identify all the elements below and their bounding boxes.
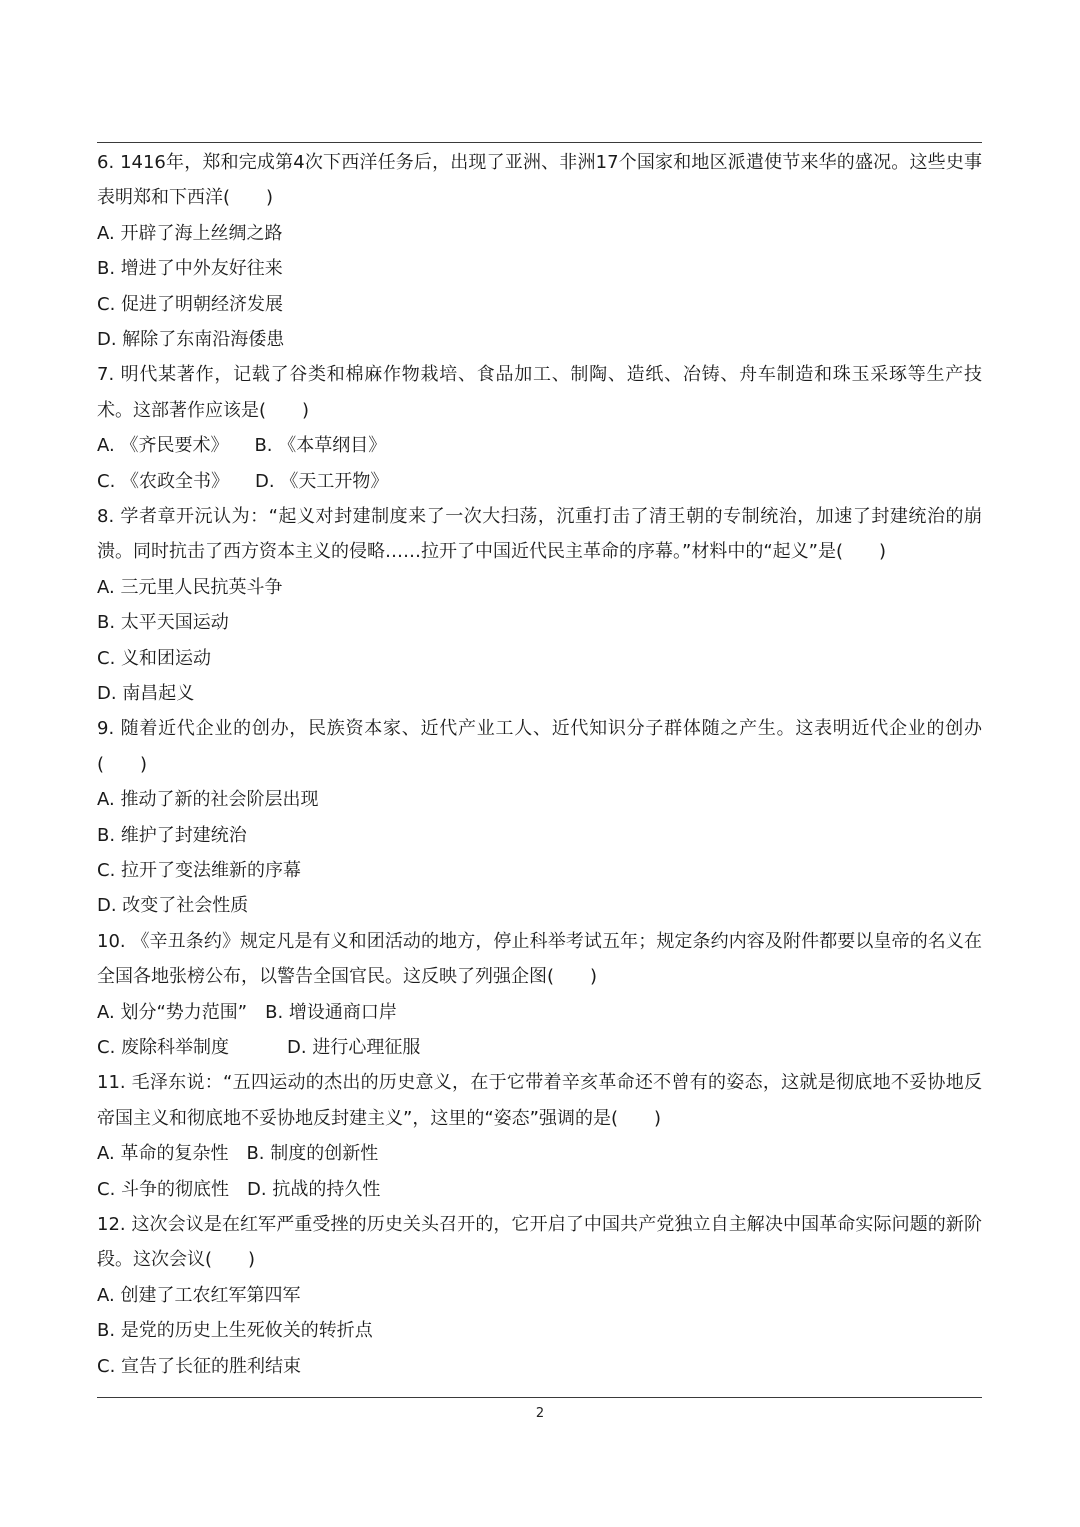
option-d: D. 南昌起义 <box>97 682 195 704</box>
question-stem: 8. 学者章开沅认为：“起义对封建制度来了一次大扫荡，沉重打击了清王朝的专制统治，加速了封建统治的崩溃。同时抗击了西方资本主义的侵略……拉开了中国近代民主革命的序幕。”材料中的“起义”是( ) <box>97 505 982 563</box>
option-a: A. 创建了工农红军第四军 <box>97 1284 301 1306</box>
option-a: A. 划分“势力范围” <box>97 1001 248 1023</box>
option-row <box>97 428 982 463</box>
option-a: A. 革命的复杂性 <box>97 1143 229 1165</box>
option-row <box>97 1136 982 1171</box>
option-c: C. 斗争的彻底性 <box>97 1178 230 1200</box>
option-b: B. 维护了封建统治 <box>97 824 247 846</box>
option-a: A. 三元里人民抗英斗争 <box>97 576 283 598</box>
question-stem: 10. 《辛丑条约》规定凡是有义和团活动的地方，停止科举考试五年；规定条约内容及附件都要以皇帝的名义在全国各地张榜公布，以警告全国官民。这反映了列强企图( ) <box>97 930 982 988</box>
question-12 <box>97 1207 982 1384</box>
page-number: 2 <box>535 1406 545 1421</box>
question-11 <box>97 1065 982 1207</box>
option-c: C. 拉开了变法维新的序幕 <box>97 859 302 881</box>
option-a: A. 推动了新的社会阶层出现 <box>97 789 319 811</box>
option-a: A. 开辟了海上丝绸之路 <box>97 222 283 244</box>
option-b: B. 增进了中外友好往来 <box>97 258 283 280</box>
option-c: C. 废除科举制度 <box>97 1036 230 1058</box>
option-b: B. 增设通商口岸 <box>265 1001 397 1023</box>
question-stem: 9. 随着近代企业的创办，民族资本家、近代产业工人、近代知识分子群体随之产生。这表明近代企业的创办( ) <box>97 718 982 775</box>
option-row <box>97 995 982 1030</box>
option-row <box>97 1172 982 1207</box>
option-row <box>97 464 982 499</box>
question-7 <box>97 357 982 499</box>
option-b: B. 太平天国运动 <box>97 612 229 634</box>
question-10 <box>97 924 982 1066</box>
question-6 <box>97 145 982 357</box>
question-stem: 7. 明代某著作，记载了谷类和棉麻作物栽培、食品加工、制陶、造纸、冶铸、舟车制造和珠玉采琢等生产技术。这部著作应该是( ) <box>97 364 982 421</box>
question-9 <box>97 711 982 923</box>
option-c: C. 促进了明朝经济发展 <box>97 293 284 315</box>
option-b: B. 《本草纲目》 <box>254 435 387 457</box>
question-stem: 11. 毛泽东说：“五四运动的杰出的历史意义，在于它带着辛亥革命还不曾有的姿态，这就是彻底地不妥协地反帝国主义和彻底地不妥协地反封建主义”，这里的“姿态”强调的是( ) <box>97 1072 982 1129</box>
question-8 <box>97 499 982 711</box>
option-a: A. 《齐民要术》 <box>97 435 229 457</box>
option-c: C. 义和团运动 <box>97 647 212 669</box>
exam-page-content <box>97 145 982 1384</box>
question-stem: 12. 这次会议是在红军严重受挫的历史关头召开的，它开启了中国共产党独立自主解决中国革命实际问题的新阶段。这次会议( ) <box>97 1213 982 1271</box>
option-d: D. 解除了东南沿海倭患 <box>97 328 285 350</box>
option-d: D. 《天工开物》 <box>255 470 389 492</box>
option-d: D. 进行心理征服 <box>287 1036 421 1058</box>
question-stem: 6. 1416年，郑和完成第4次下西洋任务后，出现了亚洲、非洲17个国家和地区派遣使节来华的盛况。这些史事表明郑和下西洋( ) <box>97 152 982 209</box>
option-d: D. 抗战的持久性 <box>247 1178 381 1200</box>
option-b: B. 是党的历史上生死攸关的转折点 <box>97 1320 373 1342</box>
option-b: B. 制度的创新性 <box>246 1143 379 1165</box>
header-rule <box>97 142 982 143</box>
option-c: C. 宣告了长征的胜利结束 <box>97 1355 302 1377</box>
option-c: C. 《农政全书》 <box>97 470 230 492</box>
footer-rule <box>97 1397 982 1398</box>
option-d: D. 改变了社会性质 <box>97 895 249 917</box>
option-row <box>97 1030 982 1065</box>
